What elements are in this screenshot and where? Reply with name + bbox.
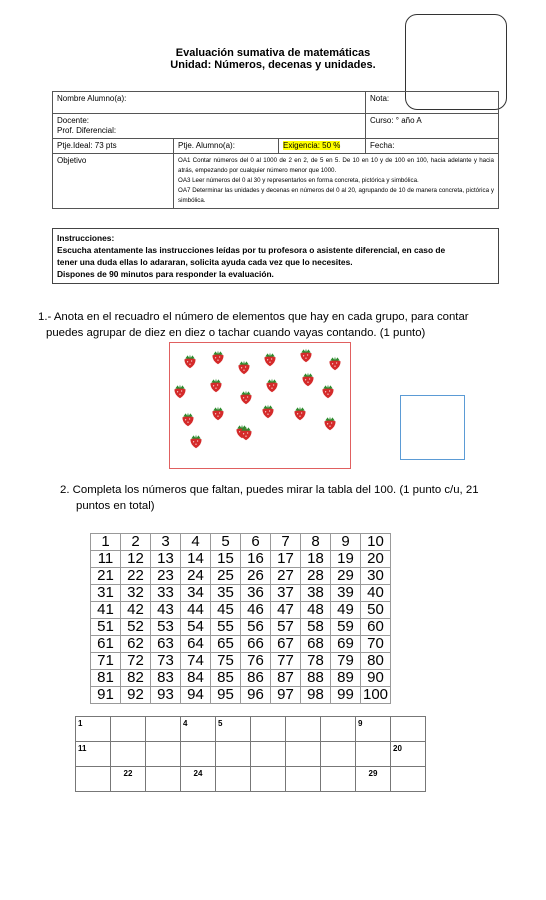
teacher-diff-label: Prof. Diferencial: [57, 126, 117, 135]
question-1-line-1: 1.- Anota en el recuadro el número de elementos que hay en cada grupo, para contar [38, 311, 469, 323]
fill-cell[interactable] [76, 767, 111, 792]
strawberry-icon [264, 377, 280, 393]
hundred-cell: 25 [211, 568, 241, 585]
strawberry-icon [260, 403, 276, 419]
fill-cell: 4 [181, 717, 216, 742]
hundred-cell: 29 [331, 568, 361, 585]
instructions-title: Instrucciones: [57, 233, 115, 243]
hundred-cell: 51 [91, 619, 121, 636]
hundred-row [91, 534, 391, 551]
hundred-row [91, 551, 391, 568]
hundred-cell: 84 [181, 670, 211, 687]
hundred-row [91, 653, 391, 670]
fill-cell: 20 [391, 742, 426, 767]
answer-box[interactable] [400, 395, 465, 460]
student-score-cell: Ptje. Alumno(a): [174, 139, 279, 154]
hundred-cell: 43 [151, 602, 181, 619]
hundred-cell: 14 [181, 551, 211, 568]
hundred-cell: 82 [121, 670, 151, 687]
hundred-cell: 65 [211, 636, 241, 653]
hundred-cell: 19 [331, 551, 361, 568]
hundred-cell: 8 [301, 534, 331, 551]
hundred-cell: 42 [121, 602, 151, 619]
hundred-cell: 80 [361, 653, 391, 670]
strawberry-icon [236, 359, 252, 375]
hundred-cell: 50 [361, 602, 391, 619]
strawberry-icon [208, 377, 224, 393]
date-cell: Fecha: [366, 139, 499, 154]
strawberry-icon [322, 415, 338, 431]
fill-cell[interactable] [146, 742, 181, 767]
hundred-cell: 67 [271, 636, 301, 653]
hundred-cell: 56 [241, 619, 271, 636]
hundred-cell: 72 [121, 653, 151, 670]
fill-table [75, 716, 426, 792]
question-2-line-1: 2. Completa los números que faltan, puedes mirar la tabla del 100. (1 punto c/u, 21 [60, 484, 479, 496]
hundred-cell: 17 [271, 551, 301, 568]
fill-cell[interactable] [391, 717, 426, 742]
strawberry-icon [292, 405, 308, 421]
strawberry-icon [262, 351, 278, 367]
question-2-line-2: puntos en total) [76, 500, 155, 512]
hundred-cell: 87 [271, 670, 301, 687]
fill-cell[interactable] [321, 742, 356, 767]
hundred-cell: 24 [181, 568, 211, 585]
hundred-cell: 32 [121, 585, 151, 602]
hundred-row [91, 585, 391, 602]
hundred-cell: 6 [241, 534, 271, 551]
course-cell: Curso: ° año A [366, 114, 499, 139]
hundred-cell: 70 [361, 636, 391, 653]
hundred-cell: 69 [331, 636, 361, 653]
hundred-cell: 94 [181, 687, 211, 704]
strawberry-icon [180, 411, 196, 427]
hundred-cell: 37 [271, 585, 301, 602]
hundred-row [91, 602, 391, 619]
hundred-cell: 11 [91, 551, 121, 568]
hundred-cell: 86 [241, 670, 271, 687]
hundred-cell: 54 [181, 619, 211, 636]
hundred-cell: 28 [301, 568, 331, 585]
strawberry-icon [188, 433, 204, 449]
hundred-cell: 55 [211, 619, 241, 636]
teacher-cell [53, 114, 366, 139]
teacher-label: Docente: [57, 116, 90, 125]
hundred-cell: 64 [181, 636, 211, 653]
hundred-cell: 91 [91, 687, 121, 704]
fill-cell[interactable] [321, 767, 356, 792]
fill-cell[interactable] [216, 742, 251, 767]
strawberry-group [169, 342, 351, 469]
hundred-cell: 7 [271, 534, 301, 551]
fill-row [76, 767, 426, 792]
objective-cell [174, 154, 499, 209]
hundred-cell: 97 [271, 687, 301, 704]
question-1-line-2: puedes agrupar de diez en diez o tachar cuando vayas contando. (1 punto) [46, 327, 426, 339]
fill-cell[interactable] [286, 742, 321, 767]
hundred-cell: 23 [151, 568, 181, 585]
strawberry-icon [210, 349, 226, 365]
hundred-cell: 40 [361, 585, 391, 602]
hundred-cell: 20 [361, 551, 391, 568]
hundred-cell: 90 [361, 670, 391, 687]
instructions-line-2: tener una duda ellas lo adararan, solicita ayuda cada vez que lo necesites. [57, 257, 353, 267]
strawberry-icon [238, 425, 254, 441]
hundred-cell: 63 [151, 636, 181, 653]
hundred-table [90, 533, 391, 704]
fill-cell[interactable] [321, 717, 356, 742]
hundred-cell: 26 [241, 568, 271, 585]
requirement-label: Exigencia: 50 % [283, 141, 341, 150]
requirement-cell [279, 139, 366, 154]
oa7-text: OA7 Determinar las unidades y decenas en números del 0 al 20, agrupando de 10 de manera concreta, pictórica y simbólica. [178, 187, 494, 204]
oa1-text: OA1 Contar números del 0 al 1000 de 2 en 2, de 5 en 5. De 10 en 10 y de 100 en 100, hacia adelante y hacia atrás, empezando por cualquier número menor que 1000. [178, 157, 494, 174]
hundred-cell: 45 [211, 602, 241, 619]
fill-cell[interactable] [146, 717, 181, 742]
hundred-cell: 100 [361, 687, 391, 704]
hundred-cell: 44 [181, 602, 211, 619]
instructions-line-3: Dispones de 90 minutos para responder la evaluación. [57, 269, 274, 279]
hundred-cell: 78 [301, 653, 331, 670]
fill-row [76, 717, 426, 742]
strawberry-icon [182, 353, 198, 369]
info-table [52, 91, 499, 209]
hundred-cell: 21 [91, 568, 121, 585]
fill-cell[interactable] [216, 767, 251, 792]
hundred-cell: 18 [301, 551, 331, 568]
fill-cell: 1 [76, 717, 111, 742]
fill-cell[interactable] [111, 742, 146, 767]
hundred-cell: 22 [121, 568, 151, 585]
strawberry-icon [210, 405, 226, 421]
strawberry-icon [172, 383, 188, 399]
fill-cell[interactable] [251, 742, 286, 767]
hundred-cell: 33 [151, 585, 181, 602]
fill-cell[interactable] [286, 717, 321, 742]
hundred-cell: 4 [181, 534, 211, 551]
fill-cell[interactable] [356, 742, 391, 767]
hundred-cell: 88 [301, 670, 331, 687]
fill-cell: 5 [216, 717, 251, 742]
strawberry-icon [327, 355, 343, 371]
hundred-cell: 76 [241, 653, 271, 670]
hundred-cell: 5 [211, 534, 241, 551]
hundred-cell: 39 [331, 585, 361, 602]
hundred-cell: 41 [91, 602, 121, 619]
hundred-cell: 46 [241, 602, 271, 619]
fill-cell[interactable] [111, 717, 146, 742]
hundred-cell: 3 [151, 534, 181, 551]
hundred-cell: 83 [151, 670, 181, 687]
hundred-cell: 58 [301, 619, 331, 636]
hundred-cell: 81 [91, 670, 121, 687]
hundred-cell: 85 [211, 670, 241, 687]
hundred-cell: 73 [151, 653, 181, 670]
fill-cell: 11 [76, 742, 111, 767]
fill-cell: 24 [181, 767, 216, 792]
instructions-line-1: Escucha atentamente las instrucciones leídas por tu profesora o asistente diferencial, en caso de [57, 245, 446, 255]
hundred-cell: 75 [211, 653, 241, 670]
hundred-cell: 60 [361, 619, 391, 636]
hundred-cell: 52 [121, 619, 151, 636]
hundred-cell: 59 [331, 619, 361, 636]
exam-subtitle: Unidad: Números, decenas y unidades. [170, 59, 376, 71]
fill-cell[interactable] [286, 767, 321, 792]
exam-title: Evaluación sumativa de matemáticas [175, 47, 371, 59]
grade-cell: Nota: [366, 92, 499, 114]
hundred-cell: 35 [211, 585, 241, 602]
hundred-cell: 1 [91, 534, 121, 551]
hundred-cell: 57 [271, 619, 301, 636]
fill-cell[interactable] [181, 742, 216, 767]
fill-cell[interactable] [391, 767, 426, 792]
strawberry-icon [300, 371, 316, 387]
hundred-row [91, 636, 391, 653]
hundred-cell: 92 [121, 687, 151, 704]
hundred-cell: 34 [181, 585, 211, 602]
hundred-row [91, 619, 391, 636]
hundred-cell: 47 [271, 602, 301, 619]
ideal-score-cell: Ptje.Ideal: 73 pts [53, 139, 174, 154]
hundred-cell: 36 [241, 585, 271, 602]
hundred-cell: 74 [181, 653, 211, 670]
fill-cell[interactable] [251, 767, 286, 792]
fill-row [76, 742, 426, 767]
oa3-text: OA3 Leer números del 0 al 30 y representarlos en forma concreta, pictórica y simbólica. [178, 177, 419, 184]
strawberry-icon [238, 389, 254, 405]
hundred-cell: 79 [331, 653, 361, 670]
strawberry-icon [298, 347, 314, 363]
fill-cell[interactable] [146, 767, 181, 792]
hundred-cell: 9 [331, 534, 361, 551]
hundred-cell: 93 [151, 687, 181, 704]
hundred-cell: 89 [331, 670, 361, 687]
fill-cell: 29 [356, 767, 391, 792]
objective-label: Objetivo [53, 154, 174, 209]
hundred-cell: 96 [241, 687, 271, 704]
hundred-cell: 77 [271, 653, 301, 670]
hundred-cell: 10 [361, 534, 391, 551]
student-name-cell: Nombre Alumno(a): [53, 92, 366, 114]
hundred-cell: 15 [211, 551, 241, 568]
hundred-cell: 53 [151, 619, 181, 636]
hundred-cell: 27 [271, 568, 301, 585]
fill-cell: 9 [356, 717, 391, 742]
hundred-cell: 49 [331, 602, 361, 619]
hundred-cell: 16 [241, 551, 271, 568]
hundred-cell: 12 [121, 551, 151, 568]
hundred-cell: 66 [241, 636, 271, 653]
fill-cell[interactable] [251, 717, 286, 742]
hundred-row [91, 568, 391, 585]
hundred-row [91, 687, 391, 704]
hundred-cell: 31 [91, 585, 121, 602]
strawberry-icon [320, 383, 336, 399]
hundred-row [91, 670, 391, 687]
hundred-cell: 30 [361, 568, 391, 585]
hundred-cell: 99 [331, 687, 361, 704]
hundred-cell: 13 [151, 551, 181, 568]
hundred-cell: 95 [211, 687, 241, 704]
hundred-cell: 98 [301, 687, 331, 704]
hundred-cell: 48 [301, 602, 331, 619]
hundred-cell: 71 [91, 653, 121, 670]
hundred-cell: 61 [91, 636, 121, 653]
hundred-cell: 2 [121, 534, 151, 551]
hundred-cell: 38 [301, 585, 331, 602]
instructions-box [52, 228, 499, 284]
fill-cell: 22 [111, 767, 146, 792]
hundred-cell: 62 [121, 636, 151, 653]
hundred-cell: 68 [301, 636, 331, 653]
